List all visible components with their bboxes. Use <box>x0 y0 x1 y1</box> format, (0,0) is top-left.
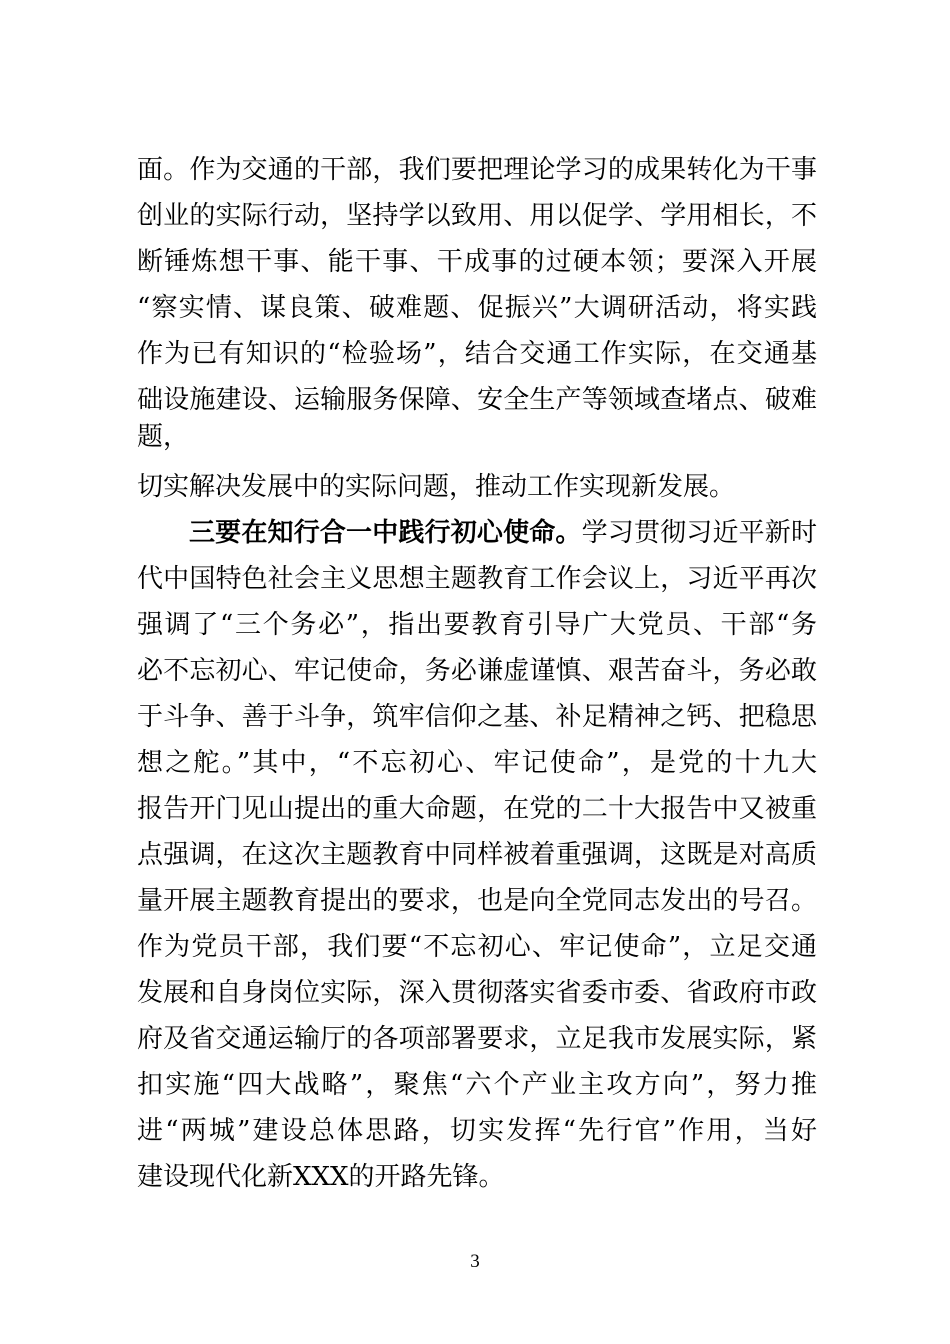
body-text-line: 础设施建设、运输服务保障、安全生产等领域查堵点、破难 <box>137 385 817 415</box>
body-text-line: 报告开门见山提出的重大命题，在党的二十大报告中又被重 <box>137 794 817 824</box>
body-text-line: 府及省交通运输厅的各项部署要求，立足我市发展实际，紧 <box>137 1024 817 1054</box>
body-text-line: 建设现代化新XXX的开路先锋。 <box>137 1162 505 1192</box>
section-heading: 三要在知行合一中践行初心使命。 <box>189 518 582 548</box>
body-text-line: 扣实施“四大战略”，聚焦“六个产业主攻方向”，努力推 <box>137 1070 817 1100</box>
body-text-line: 创业的实际行动，坚持学以致用、用以促学、学用相长，不 <box>137 201 817 231</box>
body-text-line: 作为已有知识的“检验场”，结合交通工作实际，在交通基 <box>137 339 817 369</box>
body-text-line: 切实解决发展中的实际问题，推动工作实现新发展。 <box>137 472 736 502</box>
body-text-fragment: 学习贯彻习近平新时 <box>581 518 817 548</box>
body-text-line: 于斗争、善于斗争，筑牢信仰之基、补足精神之钙、把稳思 <box>137 702 817 732</box>
section-first-line <box>189 513 817 553</box>
body-text-line: 强调了“三个务必”，指出要教育引导广大党员、干部“务 <box>137 610 817 640</box>
body-text-line: 想之舵。”其中，“不忘初心、牢记使命”，是党的十九大 <box>137 748 817 778</box>
body-text-line: 必不忘初心、牢记使命，务必谦虚谨慎、艰苦奋斗，务必敢 <box>137 656 817 686</box>
body-text-line: 进“两城”建设总体思路，切实发挥“先行官”作用，当好 <box>137 1116 817 1146</box>
body-text-line: 面。作为交通的干部，我们要把理论学习的成果转化为干事 <box>137 155 817 185</box>
body-text-line: 作为党员干部，我们要“不忘初心、牢记使命”，立足交通 <box>137 932 817 962</box>
body-text-line: “察实情、谋良策、破难题、促振兴”大调研活动，将实践 <box>137 293 817 323</box>
body-text-line: 点强调，在这次主题教育中同样被着重强调，这既是对高质 <box>137 840 817 870</box>
page-number: 3 <box>470 1251 480 1272</box>
body-text-line: 量开展主题教育提出的要求，也是向全党同志发出的号召。 <box>137 886 817 916</box>
body-text-line: 代中国特色社会主义思想主题教育工作会议上，习近平再次 <box>137 564 817 594</box>
body-text-line: 题， <box>137 422 190 452</box>
body-text-line: 发展和自身岗位实际，深入贯彻落实省委市委、省政府市政 <box>137 978 817 1008</box>
body-text-line: 断锤炼想干事、能干事、干成事的过硬本领；要深入开展 <box>137 247 817 277</box>
